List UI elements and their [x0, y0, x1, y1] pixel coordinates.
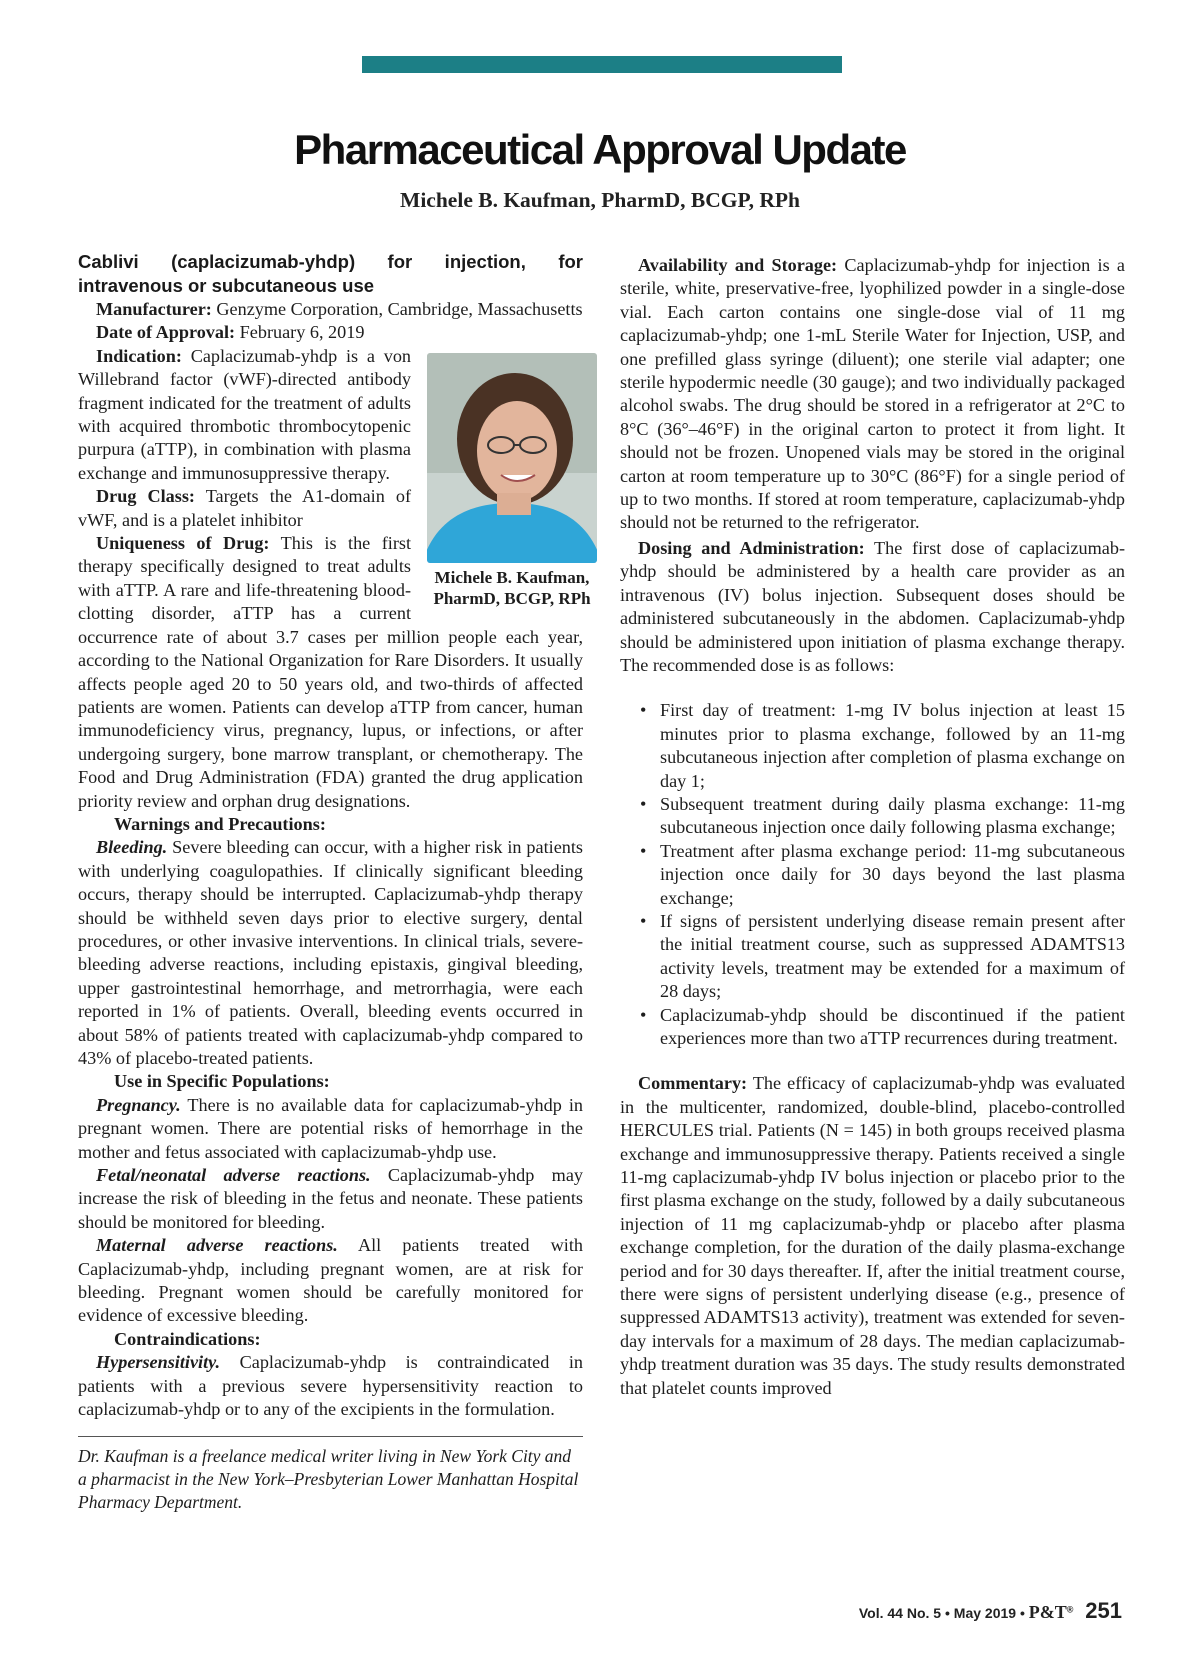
uniqueness-label: Uniqueness of Drug: [96, 533, 270, 554]
fetal-text: Caplacizumab-yhdp may increase the risk of bleeding in the fetus and neonate. These patients should be monitored for bleeding. [78, 1165, 583, 1232]
availability-paragraph [620, 254, 1125, 535]
dosing-label: Dosing and Administration: [638, 537, 865, 558]
hypersensitivity-paragraph [78, 1351, 583, 1421]
approval-paragraph [78, 321, 583, 344]
page-title: Pharmaceutical Approval Update [294, 126, 906, 173]
commentary-paragraph [620, 1072, 1125, 1400]
footer-registered: ® [1066, 1604, 1074, 1615]
footer-separator: • [944, 1605, 950, 1621]
bleeding-label: Bleeding. [96, 837, 168, 858]
commentary-label: Commentary: [638, 1073, 748, 1094]
maternal-paragraph [78, 1234, 583, 1328]
contraindications-heading: Contraindications: [114, 1328, 261, 1349]
list-item: • Subsequent treatment during daily plasma exchange: 11-mg subcutaneous injection once daily following plasma exchange; [660, 793, 1125, 840]
footer-separator: • [1019, 1605, 1025, 1621]
warnings-heading: Warnings and Precautions: [114, 813, 326, 834]
bleeding-paragraph [78, 836, 583, 1070]
fetal-label: Fetal/neonatal adverse reactions. [96, 1165, 371, 1186]
author-photo [427, 353, 597, 563]
footer-date: May 2019 [953, 1605, 1017, 1621]
pregnancy-text: There is no available data for caplacizumab-yhdp in pregnant women. There are potential risks of hemorrhage in the mother and fetus associated with caplacizumab-yhdp use. [78, 1094, 584, 1162]
manufacturer-text: Genzyme Corporation, Cambridge, Massachusetts [216, 299, 583, 319]
commentary-text: The efficacy of caplacizumab-yhdp was evaluated in the multicenter, randomized, double-blind, placebo-controlled HERCULES trial. Patients (N = 145) in both groups received plasma exchange and immunosuppressive therapy. Patients received a single 11-mg caplacizumab-yhdp IV bolus injection or placebo prior to the first plasma exchange on the study, followed by a daily subcutaneous injection of 11 mg caplacizumab-yhdp or placebo after plasma exchange completion, for the duration of the daily plasma-exchange period and for 30 days thereafter. If, after the initial treatment course, there were signs of persistent underlying disease (e.g., presence of suppressed ADAMTS13 activity), treatment was extended for seven-day intervals for a maximum of 28 days. The median caplacizumab-yhdp treatment duration was 35 days. The study results demonstrated that platelet counts improved [620, 1073, 1126, 1398]
dosing-paragraph [620, 537, 1125, 677]
dosing-list [620, 699, 1125, 1050]
list-item: • Treatment after plasma exchange period: 11-mg subcutaneous injection once daily for 30 days beyond the last plasma exchange; [660, 840, 1125, 910]
drug-class-text: Targets the A1-domain of vWF, and is a platelet inhibitor [78, 486, 412, 530]
header-accent-bar [362, 56, 842, 73]
list-item: • First day of treatment: 1-mg IV bolus injection at least 15 minutes prior to plasma exchange, followed by an 11-mg subcutaneous injection after completion of plasma exchange on day 1; [660, 699, 1125, 793]
right-column [620, 254, 1125, 1400]
author-footnote: Dr. Kaufman is a freelance medical writer living in New York City and a pharmacist in the New York–Presbyterian Lower Manhattan Hospital Pharmacy Department. [78, 1445, 579, 1512]
manufacturer-label: Manufacturer: [96, 299, 212, 319]
populations-heading: Use in Specific Populations: [114, 1071, 330, 1092]
availability-label: Availability and Storage: [638, 255, 838, 275]
hypersensitivity-text: Caplacizumab-yhdp is contraindicated in patients with a previous severe hypersensitivity reaction to caplacizumab-yhdp or to any of the excipients in the formulation. [78, 1352, 583, 1420]
indication-label: Indication: [96, 345, 182, 366]
manufacturer-paragraph [78, 298, 583, 321]
dosing-text: The first dose of caplacizumab-yhdp should be administered by a health care provider as an intravenous (IV) bolus injection. Subsequent doses should be administered subcutaneously in the abdomen. Caplacizumab-yhdp should be administered upon initiation of plasma exchange therapy. The recommended dose is as follows: [620, 537, 1126, 675]
approval-label: Date of Approval: [96, 322, 236, 343]
page-footer [859, 1598, 1122, 1624]
left-column [78, 250, 591, 1514]
hypersensitivity-label: Hypersensitivity. [96, 1352, 221, 1373]
footer-issue: Vol. 44 No. 5 [858, 1605, 942, 1621]
bleeding-text: Severe bleeding can occur, with a higher risk in patients with underlying coagulopathies. If clinically significant bleeding occurs, therapy should be interrupted. Caplacizumab-yhdp therapy should be withheld seven days prior to elective surgery, dental procedures, or other invasive interventions. In clinical trials, severe-bleeding adverse reactions, including epistaxis, gingival bleeding, upper gastrointestinal hemorrhage, and metrorrhagia, were each reported in 1% of patients. Overall, bleeding events occurred in about 58% of patients treated with caplacizumab-yhdp compared to 43% of placebo-treated patients. [78, 837, 583, 1068]
approval-text: February 6, 2019 [239, 322, 365, 343]
list-item: • If signs of persistent underlying disease remain present after the initial treatment course, such as suppressed ADAMTS13 activity levels, treatment may be extended for a maximum of 28 days; [660, 910, 1125, 1004]
pregnancy-label: Pregnancy. [96, 1094, 181, 1115]
page-number: 251 [1085, 1598, 1122, 1623]
photo-caption: Michele B. Kaufman, PharmD, BCGP, RPh [433, 567, 591, 608]
maternal-label: Maternal adverse reactions. [96, 1235, 338, 1256]
uniqueness-text: This is the first therapy specifically designed to treat adults with aTTP. A rare and life-threatening blood-clotting disorder, aTTP has a current occurrence rate of about 3.7 cases per million people each year, according to the National Organization for Rare Disorders. It usually affects people aged 20 to 50 years old, and two-thirds of affected patients are women. Patients can develop aTTP from cancer, human immunodeficiency virus, pregnancy, lupus, or infections, or after undergoing surgery, bone marrow transplant, or chemotherapy. The Food and Drug Administration (FDA) granted the drug application priority review and orphan drug designations. [78, 533, 583, 811]
footer-journal: P&T [1028, 1602, 1067, 1622]
drug-heading: Cablivi (caplacizumab-yhdp) for injection, for intravenous or subcutaneous use [78, 251, 583, 296]
drug-class-label: Drug Class: [96, 486, 195, 507]
indication-text: Caplacizumab-yhdp is a von Willebrand factor (vWF)-directed antibody fragment indicated for the treatment of adults with acquired thrombotic thrombocytopenic purpura (aTTP), in combination with plasma exchange and immunosuppressive therapy. [78, 345, 412, 483]
fetal-paragraph [78, 1164, 583, 1234]
list-item: • Caplacizumab-yhdp should be discontinued if the patient experiences more than two aTTP recurrences during treatment. [660, 1004, 1125, 1051]
maternal-text: All patients treated with Caplacizumab-yhdp, including pregnant women, are at risk for bleeding. Pregnant women should be carefully monitored for evidence of excessive bleeding. [78, 1235, 583, 1326]
footnote-divider [78, 1436, 583, 1437]
pregnancy-paragraph [78, 1094, 583, 1164]
availability-text: Caplacizumab-yhdp for injection is a sterile, white, preservative-free, lyophilized powder in a single-dose vial. Each carton contains one single-dose vial of 11 mg caplacizumab-yhdp; one 1-mL Sterile Water for Injection, USP, and one prefilled glass syringe (diluent); one sterile vial adapter; one sterile hypodermic needle (30 gauge); and two individually packaged alcohol swabs. The drug should be stored in a refrigerator at 2°C to 8°C (36°–46°F) in the original carton to protect it from light. It should not be frozen. Unopened vials may be stored in the original carton at room temperature up to 30°C (86°F) for a single period of up to two months. If stored at room temperature, caplacizumab-yhdp should not be returned to the refrigerator. [620, 255, 1126, 533]
author-byline: Michele B. Kaufman, PharmD, BCGP, RPh [400, 188, 800, 212]
